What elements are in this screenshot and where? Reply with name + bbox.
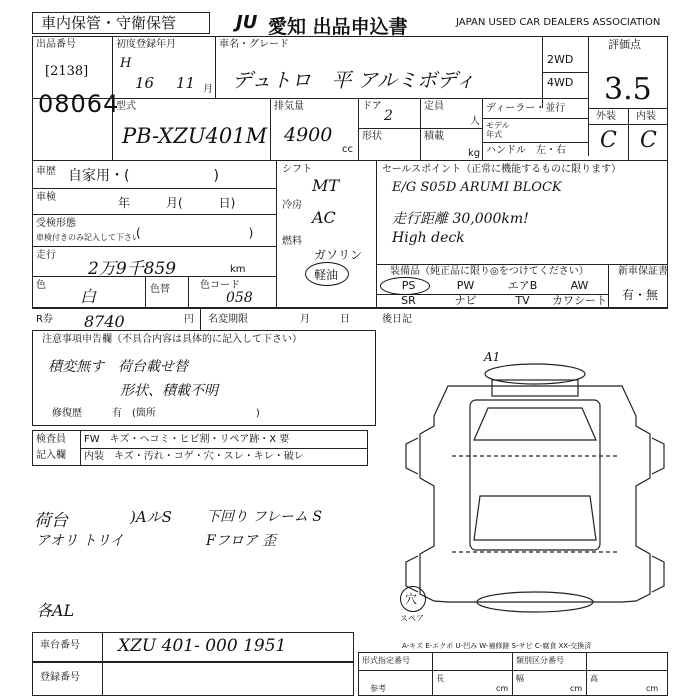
repair-value: 有 (箇所 )	[112, 408, 260, 419]
drive-2wd: 2WD	[547, 53, 574, 66]
acceptance-value: ( )	[136, 226, 254, 240]
car-name-label: 車名・グレード	[219, 39, 289, 50]
form-title: 愛知 出品申込書	[268, 16, 408, 38]
after-note-label: 後日記	[382, 314, 412, 325]
lot-number-label: 出品番号	[36, 39, 76, 50]
notes-line-2: 形状、積載不明	[120, 383, 218, 399]
dealer-label: ディーラー・並行	[486, 103, 566, 114]
acceptance-label: 受検形態	[36, 218, 76, 229]
color-label: 色	[36, 280, 46, 291]
capacity-unit: 人	[470, 116, 480, 127]
hw-note-6: 各AL	[36, 601, 75, 620]
notes-line-1: 積変無す 荷台載せ替	[48, 359, 188, 375]
association-name: JAPAN USED CAR DEALERS ASSOCIATION	[456, 17, 661, 28]
capacity-label: 定員	[424, 101, 444, 112]
class-label: 類別区分番号	[516, 656, 564, 665]
type-value: PB-XZU401M	[122, 124, 268, 148]
chassis-label: 車台番号	[40, 640, 80, 651]
ju-logo: JU	[236, 12, 258, 33]
equipment-item: SR	[401, 294, 416, 307]
inspector-label: 検査員	[36, 434, 66, 445]
mileage-label: 走行	[36, 250, 56, 261]
door-value: 2	[384, 108, 393, 124]
lot-number: 08064	[38, 90, 120, 118]
cm-unit-2: cm	[570, 684, 583, 693]
equipment-item: PS	[401, 279, 416, 292]
height-label: 高	[590, 674, 598, 683]
kg-unit: kg	[468, 148, 481, 159]
grade-label: 評価点	[608, 38, 641, 51]
diesel-circle	[305, 262, 349, 286]
spare-label: スペア	[400, 614, 424, 623]
mileage-value: 2万9千859	[88, 259, 177, 279]
shift-label: シフト	[282, 164, 312, 175]
warranty-label: 新車保証書	[618, 266, 668, 277]
color-code-value: 058	[226, 290, 253, 306]
inspection-label: 車検	[36, 192, 56, 203]
equipment-item: エアB	[507, 279, 538, 292]
recycle-value: 8740	[84, 312, 125, 331]
length-label: 長	[436, 674, 444, 683]
cert-ref: 参考	[370, 684, 386, 693]
ps-circle	[380, 277, 430, 295]
interior-label: 内装	[636, 111, 656, 122]
warranty-value: 有・無	[622, 288, 659, 302]
entry-label: 記入欄	[36, 450, 66, 461]
spare-mark: 穴	[405, 592, 418, 606]
repair-label: 修復歴	[52, 408, 82, 419]
hw-note-4: アオリ トリイ	[36, 533, 124, 549]
registration-year: 16	[135, 74, 155, 92]
registration-month: 11	[176, 74, 196, 92]
equipment-item: AW	[570, 279, 589, 292]
type-label: 型式	[116, 101, 136, 112]
cc-unit: cc	[342, 144, 353, 155]
storage-tag	[32, 12, 210, 34]
damage-legend: A-キズ E-エクボ U-凹み W-補修跡 S-サビ C-腐食 XX-交換済	[402, 642, 592, 650]
fw-row: FW キズ・ヘコミ・ヒビ割・リペア跡・X 要	[84, 434, 290, 445]
equipment-item: TV	[515, 294, 530, 307]
ac-label: 冷房	[282, 200, 302, 211]
load-label: 積載	[424, 131, 444, 142]
width-label: 幅	[516, 674, 524, 683]
fuel-gasoline: ガソリン	[314, 248, 363, 262]
color-code-label: 色コード	[200, 280, 240, 291]
drive-4wd: 4WD	[547, 76, 574, 89]
hw-note-2: )AルS	[130, 508, 172, 526]
ac-value: AC	[312, 208, 336, 227]
equipment-item: PW	[456, 279, 475, 292]
chassis-value: XZU 401- 000 1951	[118, 636, 287, 656]
diagram-a1: A1	[484, 350, 501, 364]
history-label: 車歴	[36, 166, 56, 177]
displacement-value: 4900	[284, 124, 333, 146]
cert-label: 形式指定番号	[362, 656, 410, 665]
shift-value: MT	[312, 176, 340, 195]
sales-line-2: 走行距離 30,000km!	[392, 211, 529, 227]
car-name-value: デュトロ 平 アルミボディ	[232, 68, 476, 92]
hw-note-1: 荷台	[34, 511, 68, 531]
registration-label: 登録番号	[40, 672, 80, 683]
deadline-label: 名変期限	[208, 314, 248, 325]
hw-note-3: 下回り フレーム S	[206, 509, 322, 525]
acceptance-note: 車検付きのみ記入して下さい	[36, 233, 140, 242]
sales-line-3: High deck	[392, 230, 465, 246]
lot-small-number: [2138]	[45, 64, 89, 79]
equipment-label: 装備品（純正品に限り◎をつけてください）	[390, 266, 589, 277]
inspection-value: 年 月( 日)	[118, 196, 236, 210]
shape-label: 形状	[362, 131, 382, 142]
sales-line-1: E/G S05D ARUMI BLOCK	[392, 180, 562, 195]
interior-value: C	[640, 128, 657, 153]
storage-tag-text: 車内保管・守衛保管	[41, 14, 177, 32]
cm-unit-3: cm	[646, 684, 659, 693]
exterior-label: 外装	[596, 111, 616, 122]
truck-damage-diagram	[400, 356, 670, 618]
history-value: 自家用・( )	[68, 168, 219, 184]
door-label: ドア	[362, 101, 382, 112]
registration-row	[32, 662, 354, 696]
first-registration-label: 初度登録年月	[116, 39, 176, 50]
fuel-diesel: 軽油	[314, 268, 339, 282]
color-value: 白	[80, 287, 97, 306]
cm-unit-1: cm	[496, 684, 509, 693]
hw-note-5: Fフロア 歪	[206, 533, 277, 549]
era-value: H	[120, 56, 132, 71]
exterior-value: C	[600, 128, 617, 153]
color-swap-label: 色替	[150, 284, 170, 295]
month-unit: 月	[203, 84, 213, 95]
handle-label: ハンドル 左・右	[486, 145, 566, 156]
sales-point-label: セールスポイント（正常に機能するものに限ります）	[382, 164, 622, 175]
grade-value: 3.5	[604, 72, 652, 107]
fuel-label: 燃料	[282, 236, 302, 247]
recycle-label: R券	[36, 314, 53, 325]
deadline-value: 月 日	[300, 314, 350, 325]
equipment-item: ナビ	[454, 294, 477, 307]
recycle-yen: 円	[184, 314, 194, 325]
interior-row: 内装 キズ・汚れ・コゲ・穴・スレ・キレ・破レ	[84, 451, 304, 462]
km-unit: km	[230, 264, 246, 275]
model-year-label: モデル 年式	[486, 121, 510, 139]
displacement-label: 排気量	[274, 101, 304, 112]
notes-label: 注意事項申告欄（不具合内容は具体的に記入して下さい）	[42, 334, 302, 345]
equipment-item: カワシート	[552, 294, 607, 307]
